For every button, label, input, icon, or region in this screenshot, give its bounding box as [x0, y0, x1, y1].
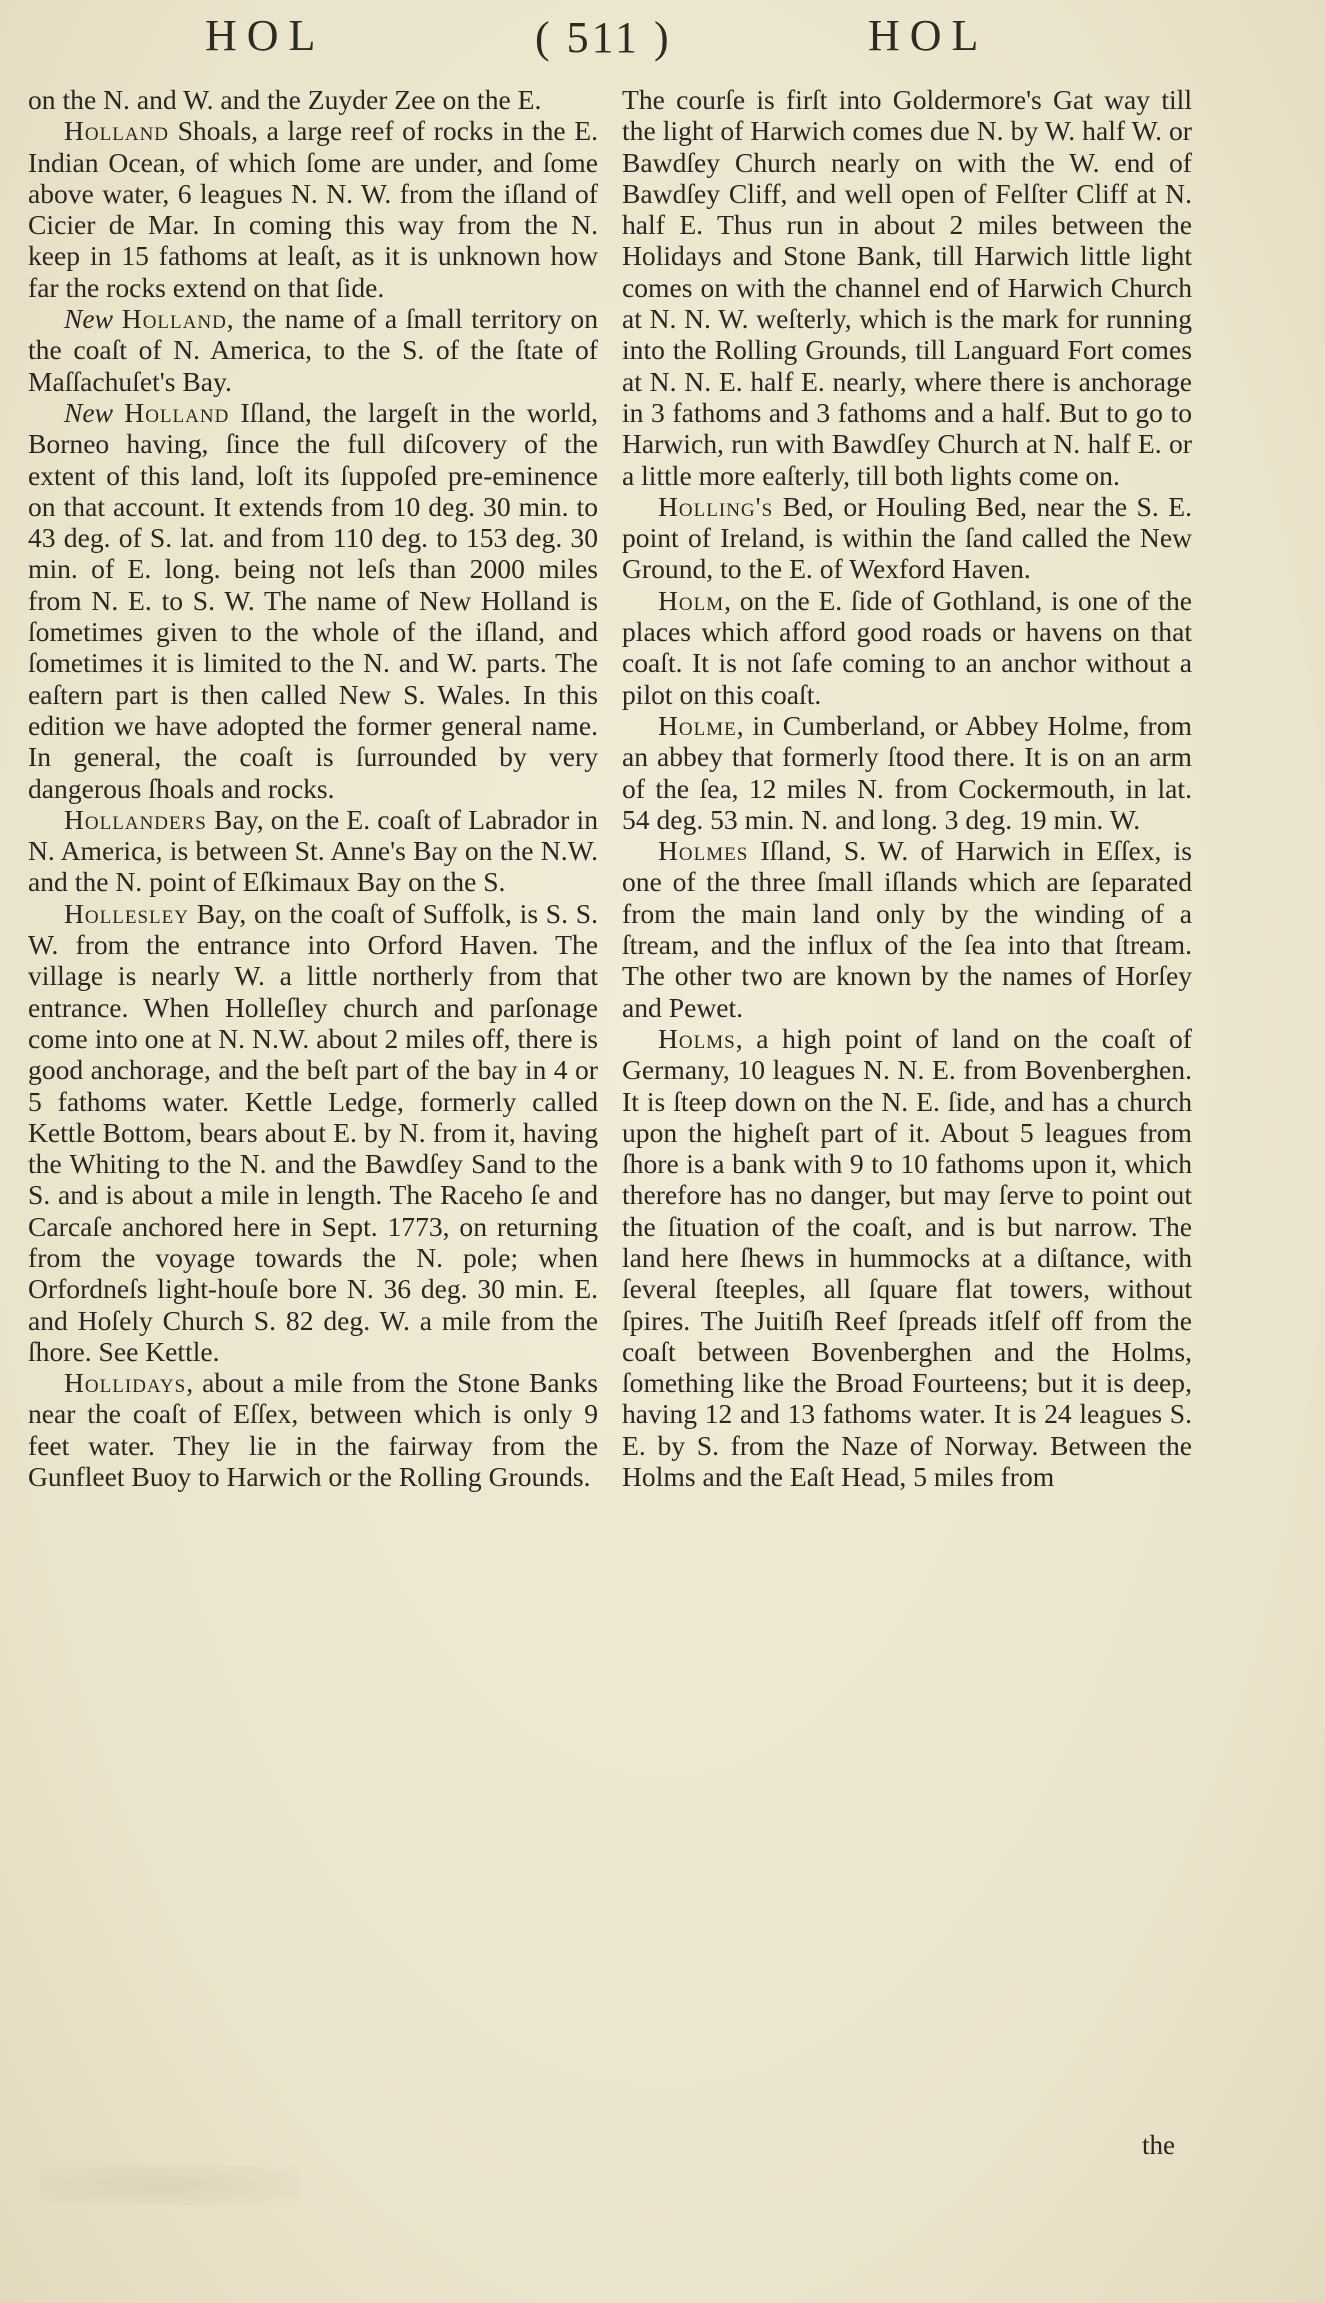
- dictionary-entry: [622, 835, 1192, 1023]
- entry-prefix: New: [64, 303, 122, 335]
- running-head-right: HOL: [868, 11, 989, 60]
- entry-text: , a high point of land on the coaſt of Germany, 10 leagues N. N. E. from Bovenberghen. It is ſteep down on the N. E. ſide, and has a church upon the higheſt part of it. About 5 leagues from ſhore is a bank with 9 to 10 fathoms upon it, which therefore has no danger, but may ſerve to point out the ſituation of the coaſt, and is but narrow. The land here ſhews in hummocks at a diſtance, with ſeveral ſteeples, all ſquare flat towers, without ſpires. The Juitiſh Reef ſpreads itſelf off from the coaſt between Bovenberghen and the Holms, ſomething like the Broad Fourteens; but it is deep, having 12 and 13 fathoms water. It is 24 leagues S. E. by S. from the Naze of Norway. Between the Holms and the Eaſt Head, 5 miles from: [622, 1022, 1192, 1493]
- entry-headword: Holm: [658, 584, 725, 616]
- continued-text: [622, 84, 1192, 491]
- dictionary-entry: [28, 397, 598, 804]
- catchword: the: [1142, 2130, 1175, 2160]
- entry-headword: Hollesley: [64, 897, 189, 929]
- dictionary-entry: [28, 303, 598, 397]
- running-head-left: HOL: [205, 11, 326, 60]
- entry-text: , about a mile from the Stone Banks near the coaſt of Eſſex, between which is only 9 feet water. They lie in the fairway from the Gunfleet Buoy to Harwich or the Rolling Grounds.: [28, 1367, 598, 1493]
- entry-text: Bay, on the coaſt of Suffolk, is S. S. W. from the entrance into Orford Haven. The village is nearly W. a little northerly from that entrance. When Holleſley church and parſonage come into one at N. N.W. about 2 miles off, there is good anchorage, and the beſt part of the bay in 4 or 5 fathoms water. Kettle Ledge, formerly called Kettle Bottom, bears about E. by N. from it, having the Whiting to the N. and the Bawdſey Sand to the S. and is about a mile in length. The Raceho ſe and Carcaſe anchored here in Sept. 1773, on returning from the voyage towards the N. pole; when Orfordneſs light-houſe bore N. 36 deg. 30 min. E. and Hoſely Church S. 82 deg. W. a mile from the ſhore. See Kettle.: [28, 897, 598, 1367]
- page-header: [0, 10, 1325, 70]
- dictionary-entry: [28, 898, 598, 1367]
- entry-headword: Hollidays: [64, 1367, 187, 1399]
- dictionary-entry: [622, 710, 1192, 835]
- continued-text: [28, 84, 598, 115]
- left-column: [28, 84, 598, 1492]
- entry-text: , the name of a ſmall territory on the coaſt of N. America, to the S. of the ſtate of Maſſachuſet's Bay.: [28, 303, 598, 397]
- dictionary-entry: [28, 1367, 598, 1492]
- entry-prefix: New: [64, 396, 125, 428]
- entry-headword: Hollanders: [64, 803, 207, 835]
- page-number: ( 511 ): [535, 13, 672, 62]
- entry-text: The courſe is firſt into Goldermore's Gat way till the light of Harwich comes due N. by W. half W. or Bawdſey Church nearly on with the W. end of Bawdſey Cliff, and well open of Felſter Cliff at N. half E. Thus run in about 2 miles between the Holidays and Stone Bank, till Harwich little light comes on with the channel end of Harwich Church at N. N. W. weſterly, which is the mark for running into the Rolling Grounds, till Languard Fort comes at N. N. E. half E. nearly, where there is anchorage in 3 fathoms and 3 fathoms and a half. But to go to Harwich, run with Bawdſey Church at N. half E. or a little more eaſterly, till both lights come on.: [622, 84, 1192, 491]
- dictionary-entry: [28, 115, 598, 303]
- dictionary-entry: [622, 1023, 1192, 1492]
- entry-headword: Holland: [64, 115, 170, 147]
- entry-text: , on the E. ſide of Gothland, is one of the places which afford good roads or havens on that coaſt. It is not ſafe coming to an anchor without a pilot on this coaſt.: [622, 584, 1192, 710]
- entry-headword: Holmes: [658, 835, 749, 867]
- entry-text: Iſland, S. W. of Harwich in Eſſex, is one of the three ſmall iſlands which are ſeparated from the main land only by the winding of a ſtream, and the influx of the ſea into that ſtream. The other two are known by the names of Horſey and Pewet.: [622, 835, 1192, 1023]
- entry-headword: Holme: [658, 709, 737, 741]
- right-column: [622, 84, 1192, 1492]
- entry-headword: Holland: [124, 396, 230, 428]
- entry-text: Bed, or Houling Bed, near the S. E. point of Ireland, is within the ſand called the New Ground, to the E. of Wexford Haven.: [622, 490, 1192, 585]
- entry-text: Bay, on the E. coaſt of Labrador in N. America, is between St. Anne's Bay on the N.W. and the N. point of Eſkimaux Bay on the S.: [28, 803, 598, 898]
- entry-text: , in Cumberland, or Abbey Holme, from an abbey that formerly ſtood there. It is on an arm of the ſea, 12 miles N. from Cockermouth, in lat. 54 deg. 53 min. N. and long. 3 deg. 19 min. W.: [622, 709, 1192, 835]
- entry-text: Iſland, the largeſt in the world, Borneo having, ſince the full diſcovery of the extent of this land, loſt its ſuppoſed pre-eminence on that account. It extends from 10 deg. 30 min. to 43 deg. of S. lat. and from 110 deg. to 153 deg. 30 min. of E. long. being not leſs than 2000 miles from N. E. to S. W. The name of New Holland is ſometimes given to the whole of the iſland, and ſometimes it is limited to the N. and W. parts. The eaſtern part is then called New S. Wales. In this edition we have adopted the former general name. In general, the coaſt is ſurrounded by very dangerous ſhoals and rocks.: [28, 396, 598, 804]
- entry-headword: Holms: [658, 1022, 736, 1054]
- entry-text: Shoals, a large reef of rocks in the E. Indian Ocean, of which ſome are under, and ſome above water, 6 leagues N. N. W. from the iſland of Cicier de Mar. In coming this way from the N. keep in 15 fathoms at leaſt, as it is unknown how far the rocks extend on that ſide.: [28, 115, 598, 303]
- dictionary-entry: [622, 491, 1192, 585]
- entry-text: on the N. and W. and the Zuyder Zee on the E.: [28, 84, 542, 115]
- dictionary-entry: [28, 804, 598, 898]
- entry-headword: Holland: [121, 303, 227, 335]
- dictionary-entry: [622, 585, 1192, 710]
- page-smudge: [40, 2165, 300, 2205]
- entry-headword: Holling's: [658, 490, 774, 522]
